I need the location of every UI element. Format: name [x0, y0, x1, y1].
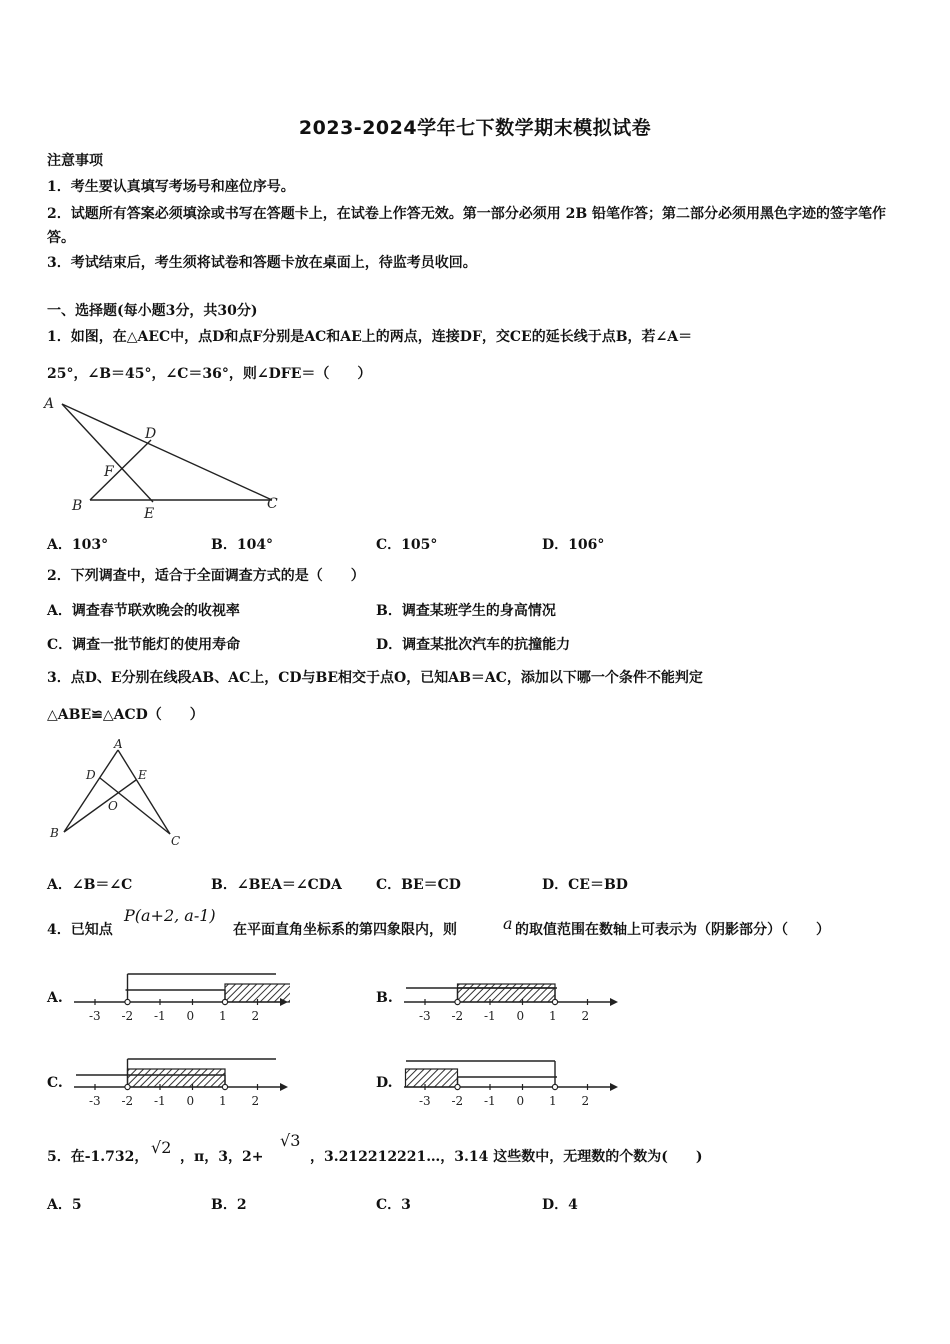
q3-option-d[interactable]: D．CE＝BD: [542, 877, 628, 893]
q4-stem-prefix: 4．已知点: [47, 922, 113, 938]
q5-option-b[interactable]: B．2: [211, 1197, 247, 1213]
tick-label: 2: [581, 1009, 590, 1023]
q3-triangle-figure: [44, 736, 194, 851]
q4-number-line-a[interactable]: [70, 958, 290, 1028]
q4-option-b-letter[interactable]: B.: [376, 990, 393, 1006]
q3-label-E: E: [138, 768, 147, 782]
q2-stem: 2．下列调查中，适合于全面调查方式的是（ ）: [47, 568, 365, 584]
endpoint-circle: [222, 1084, 227, 1089]
section-heading: 一、选择题(每小题3分，共30分): [47, 303, 258, 319]
tick-label: 2: [581, 1094, 590, 1108]
q1-label-C: C: [267, 496, 278, 512]
notice-item-2: 2．试题所有答案必须填涂或书写在答题卡上，在试卷上作答无效。第一部分必须用 2B 铅笔作答；第二部分必须用黑色字迹的签字笔作答。: [47, 206, 887, 246]
q1-line-AC: [62, 404, 272, 500]
q3-line-BE: [64, 780, 136, 832]
q1-stem-line1: 1．如图，在△AEC中，点D和点F分别是AC和AE上的两点，连接DF，交CE的延长线于点B，若∠A＝: [47, 329, 693, 345]
q5-sqrt2: √2: [151, 1138, 172, 1157]
q1-triangle-figure: [40, 392, 290, 522]
tick-label: -3: [419, 1009, 431, 1023]
shaded-region: [406, 1069, 458, 1087]
q4-number-line-b[interactable]: [400, 958, 620, 1028]
q3-stem-line1: 3．点D、E分别在线段AB、AC上，CD与BE相交于点O，已知AB＝AC，添加以下哪一个条件不能判定: [47, 670, 703, 686]
tick-label: 0: [186, 1094, 195, 1108]
tick-label: 1: [549, 1094, 557, 1108]
shaded-region: [128, 1069, 226, 1087]
q3-label-B: B: [50, 826, 59, 840]
q1-stem-line2: 25°，∠B＝45°，∠C＝36°，则∠DFE＝（ ）: [47, 366, 372, 382]
notice-item-3: 3．考试结束后，考生须将试卷和答题卡放在桌面上，待监考员收回。: [47, 255, 477, 271]
q1-label-D: D: [145, 426, 157, 442]
endpoint-circle: [552, 999, 557, 1004]
tick-label: -1: [484, 1009, 496, 1023]
q2-option-b[interactable]: B．调查某班学生的身高情况: [376, 603, 556, 619]
q4-option-d-letter[interactable]: D.: [376, 1075, 393, 1091]
q5-stem-mid: ，π，3，2+: [180, 1149, 264, 1165]
q3-label-D: D: [86, 768, 96, 782]
q1-option-d[interactable]: D．106°: [542, 537, 605, 553]
q4-stem-suffix: 的取值范围在数轴上可表示为（阴影部分）（ ）: [515, 922, 830, 938]
q4-number-line-c[interactable]: [70, 1043, 290, 1113]
q1-label-F: F: [104, 464, 114, 480]
q4-option-c-letter[interactable]: C.: [47, 1075, 63, 1091]
q3-option-b[interactable]: B．∠BEA＝∠CDA: [211, 877, 342, 893]
endpoint-circle: [455, 999, 460, 1004]
shaded-region: [458, 984, 556, 1002]
q3-label-C: C: [171, 834, 181, 848]
q5-stem-suffix: ，3.212212221…，3.14 这些数中，无理数的个数为( ): [310, 1149, 703, 1165]
q4-point-expression: P(a+2, a-1): [124, 906, 216, 925]
page-title: 2023-2024学年七下数学期末模拟试卷: [298, 117, 652, 139]
q3-label-A: A: [114, 737, 123, 751]
tick-label: 1: [219, 1094, 227, 1108]
q1-label-A: A: [44, 396, 55, 412]
tick-label: 0: [516, 1094, 525, 1108]
q5-option-c[interactable]: C．3: [376, 1197, 411, 1213]
notice-heading: 注意事项: [47, 153, 103, 169]
q3-label-O: O: [108, 799, 118, 813]
q4-number-line-d[interactable]: [400, 1043, 620, 1113]
q3-stem-line2: △ABE≌△ACD（ ）: [47, 707, 204, 723]
tick-label: 0: [516, 1009, 525, 1023]
q1-option-c[interactable]: C．105°: [376, 537, 438, 553]
tick-label: -3: [89, 1009, 101, 1023]
q2-option-d[interactable]: D．调查某批次汽车的抗撞能力: [376, 637, 571, 653]
tick-label: 0: [186, 1009, 195, 1023]
tick-label: 2: [251, 1094, 260, 1108]
tick-label: 1: [549, 1009, 557, 1023]
tick-label: -3: [419, 1094, 431, 1108]
endpoint-circle: [125, 1084, 130, 1089]
tick-label: 2: [251, 1009, 260, 1023]
q1-option-b[interactable]: B．104°: [211, 537, 274, 553]
tick-label: -2: [121, 1094, 134, 1108]
endpoint-circle: [455, 1084, 460, 1089]
q3-line-AB: [64, 750, 118, 832]
axis-arrow: [280, 1083, 288, 1091]
q1-label-E: E: [144, 506, 155, 522]
tick-label: 1: [219, 1009, 227, 1023]
q5-stem-prefix: 5．在-1.732，: [47, 1149, 149, 1165]
q5-sqrt3: √3: [280, 1131, 301, 1150]
q4-option-a-letter[interactable]: A.: [47, 990, 63, 1006]
q3-line-AC: [118, 750, 170, 834]
q2-option-c[interactable]: C．调查一批节能灯的使用寿命: [47, 637, 241, 653]
q3-option-c[interactable]: C．BE＝CD: [376, 877, 461, 893]
tick-label: -1: [484, 1094, 496, 1108]
endpoint-circle: [125, 999, 130, 1004]
q4-variable-a: a: [503, 914, 513, 933]
tick-label: -3: [89, 1094, 101, 1108]
endpoint-circle: [552, 1084, 557, 1089]
q4-stem-mid: 在平面直角坐标系的第四象限内，则: [233, 922, 457, 938]
q2-option-a[interactable]: A．调查春节联欢晚会的收视率: [47, 603, 240, 619]
tick-label: -1: [154, 1094, 166, 1108]
tick-label: -2: [451, 1094, 464, 1108]
q5-option-d[interactable]: D．4: [542, 1197, 578, 1213]
axis-arrow: [610, 1083, 618, 1091]
q5-option-a[interactable]: A．5: [47, 1197, 82, 1213]
endpoint-circle: [222, 999, 227, 1004]
tick-label: -1: [154, 1009, 166, 1023]
tick-label: -2: [451, 1009, 464, 1023]
q3-option-a[interactable]: A．∠B＝∠C: [47, 877, 133, 893]
notice-item-1: 1．考生要认真填写考场号和座位序号。: [47, 179, 295, 195]
axis-arrow: [610, 998, 618, 1006]
q1-line-AE: [62, 404, 153, 502]
q1-option-a[interactable]: A．103°: [47, 537, 109, 553]
tick-label: -2: [121, 1009, 134, 1023]
q1-label-B: B: [72, 498, 83, 514]
